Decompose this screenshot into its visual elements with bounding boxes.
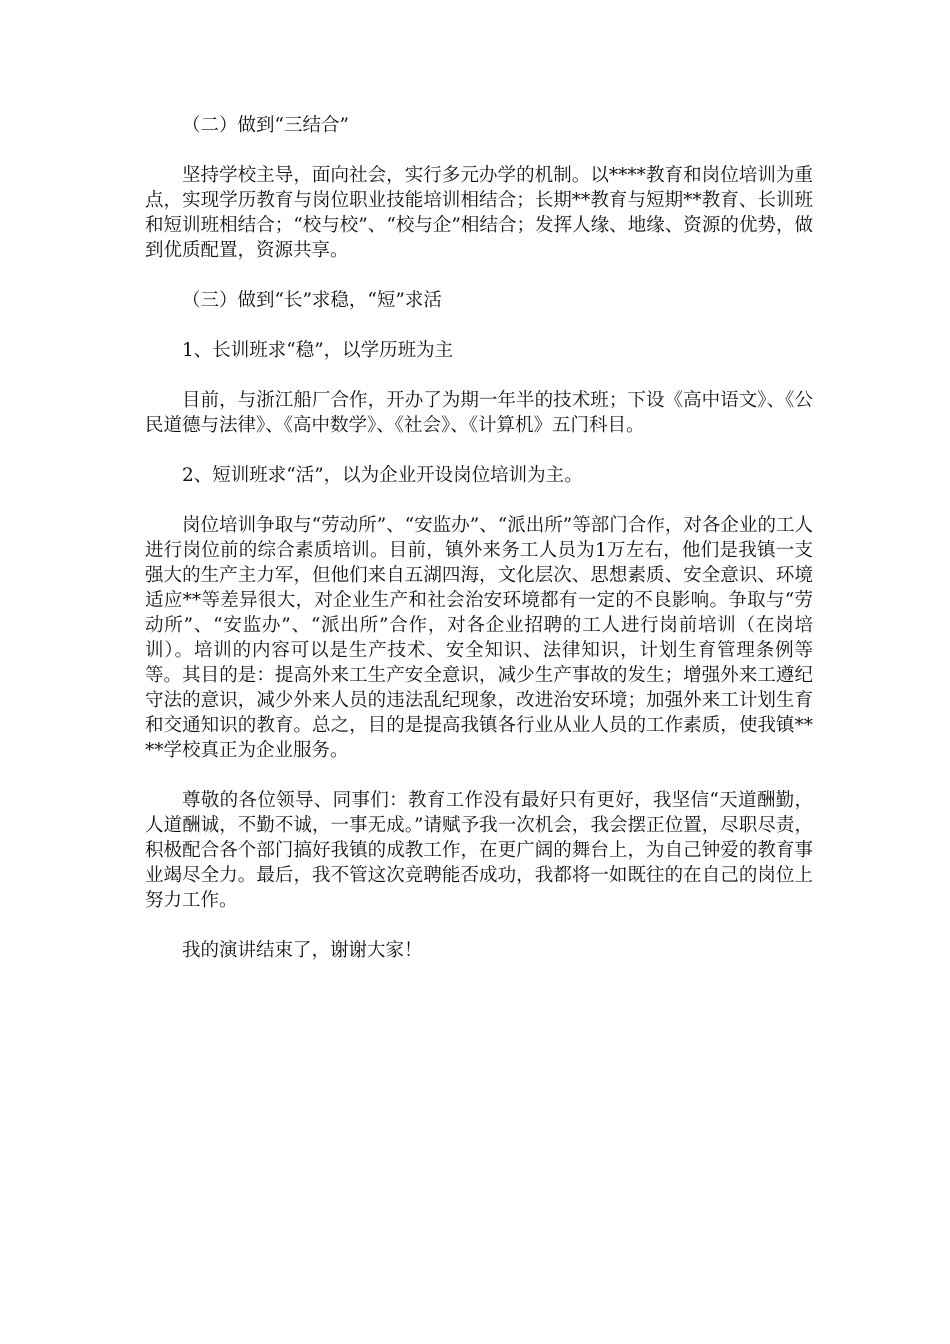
paragraph-technical-class: 目前，与浙江船厂合作，开办了为期一年半的技术班；下设《高中语文》、《公民道德与法律》、《高中数学》、《社会》、《计算机》五门科目。 xyxy=(145,390,813,436)
document-body xyxy=(145,113,813,988)
section-heading-3: （三）做到“长”求稳，“短”求活 xyxy=(182,290,442,311)
paragraph-job-training: 岗位培训争取与“劳动所”、“安监办”、“派出所”等部门合作，对各企业的工人进行岗位前的综合素质培训。目前，镇外来务工人员为1万左右，他们是我镇一支强大的生产主力军，但他们来自五湖四海，文化层次、思想素质、安全意识、环境适应**等差异很大，对企业生产和社会治安环境都有一定的不良影响。争取与“劳动所”、“安监办”、“派出所”合作，对各企业招聘的工人进行岗前培训（在岗培训）。培训的内容可以是生产技术、安全知识、法律知识，计划生育管理条例等等。其目的是：提高外来工生产安全意识，减少生产事故的发生；增强外来工遵纪守法的意识，减少外来人员的违法乱纪现象，改进治安环境；加强外来工计划生育和交通知识的教育。总之，目的是提高我镇各行业从业人员的工作素质，使我镇****学校真正为企业服务。 xyxy=(145,515,813,761)
paragraph-three-combinations: 坚持学校主导，面向社会，实行多元办学的机制。以****教育和岗位培训为重点，实现学历教育与岗位职业技能培训相结合；长期**教育与短期**教育、长训班和短训班相结合；“校与校”、“校与企”相结合；发挥人缘、地缘、资源的优势，做到优质配置，资源共享。 xyxy=(145,165,813,261)
section-heading-2: （二）做到“三结合” xyxy=(182,115,349,136)
subheading-long-training: 1、长训班求“稳”，以学历班为主 xyxy=(182,340,454,361)
paragraph-address-colleagues: 尊敬的各位领导、同事们：教育工作没有最好只有更好，我坚信“天道酬勤，人道酬诚，不勤不诚，一事无成。”请赋予我一次机会，我会摆正位置，尽职尽责，积极配合各个部门搞好我镇的成教工作，在更广阔的舞台上，为自己钟爱的教育事业竭尽全力。最后，我不管这次竞聘能否成功，我都将一如既往的在自己的岗位上努力工作。 xyxy=(145,790,813,911)
subheading-short-training: 2、短训班求“活”，以为企业开设岗位培训为主。 xyxy=(182,465,583,486)
closing-line: 我的演讲结束了，谢谢大家！ xyxy=(182,940,423,961)
